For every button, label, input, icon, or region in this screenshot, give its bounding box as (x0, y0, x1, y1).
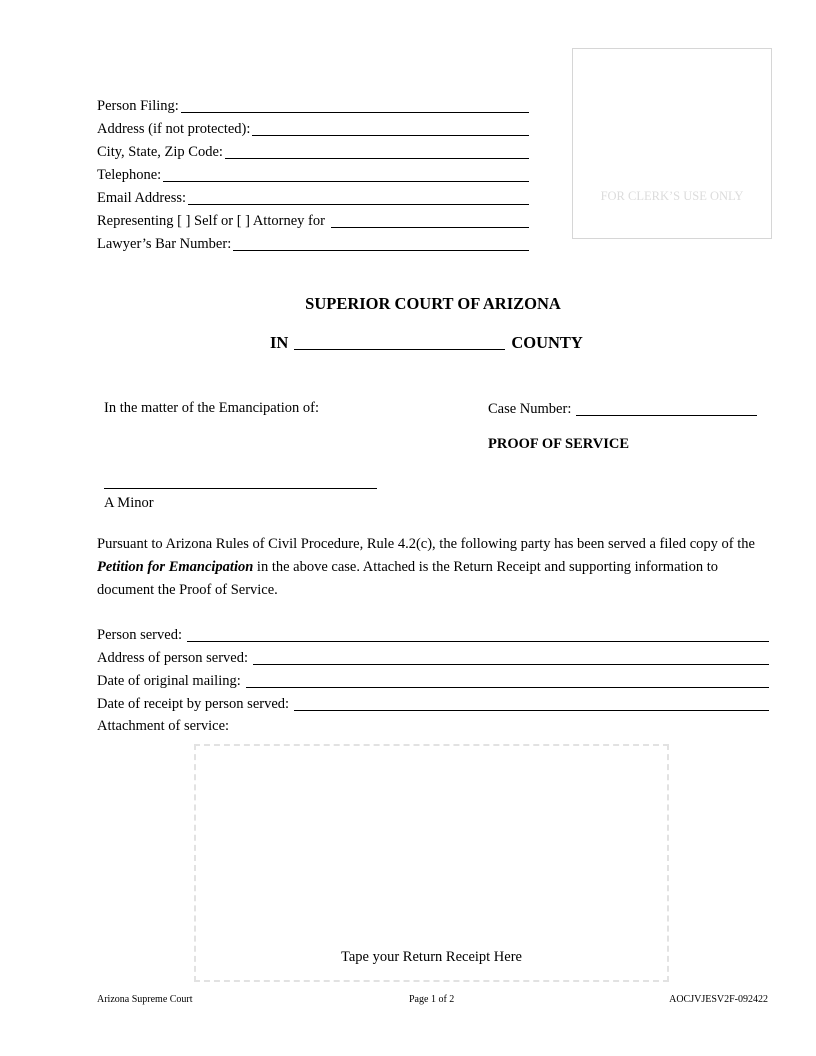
in-label: IN (270, 333, 289, 352)
person-served-line[interactable] (187, 626, 769, 642)
email-field[interactable] (97, 188, 529, 208)
address-line[interactable] (252, 120, 529, 136)
address-field[interactable] (97, 119, 529, 139)
person-served-label: Person served: (97, 627, 182, 643)
address-served-line[interactable] (253, 649, 769, 665)
email-line[interactable] (188, 189, 529, 205)
return-receipt-area (194, 744, 669, 982)
clerk-use-label: FOR CLERK’S USE ONLY (600, 189, 744, 203)
date-mailing-field[interactable] (97, 671, 769, 691)
city-state-zip-field[interactable] (97, 142, 529, 162)
tape-receipt-label: Tape your Return Receipt Here (341, 949, 522, 965)
county-label: COUNTY (511, 333, 583, 352)
footer-left: Arizona Supreme Court (97, 994, 193, 1005)
attachment-label: Attachment of service: (97, 718, 230, 734)
footer-page-number: Page 1 of 2 (409, 994, 455, 1005)
case-number-line[interactable] (576, 400, 757, 416)
city-state-zip-line[interactable] (225, 143, 529, 159)
minor-label: A Minor (104, 495, 154, 511)
address-served-field[interactable] (97, 648, 769, 668)
bar-number-line[interactable] (233, 235, 529, 251)
county-line (270, 333, 583, 353)
telephone-field[interactable] (97, 165, 529, 185)
representing-label: Representing [ ] Self or [ ] Attorney for (97, 213, 325, 229)
date-receipt-field[interactable] (97, 694, 769, 714)
bar-number-field[interactable] (97, 234, 529, 254)
person-filing-label: Person Filing: (97, 98, 179, 114)
footer-form-code: AOCJVJESV2F-092422 (669, 994, 768, 1005)
statement-text-end: in the above case. Attached is the Return Receipt and supporting information to document the Proof of Service. (97, 559, 718, 598)
representing-field[interactable] (97, 211, 529, 231)
telephone-label: Telephone: (97, 167, 162, 183)
county-blank[interactable] (294, 334, 505, 350)
case-number-field[interactable] (488, 399, 757, 419)
petition-title: Petition for Emancipation (97, 559, 254, 575)
person-served-field[interactable] (97, 625, 769, 645)
matter-label: In the matter of the Emancipation of: (104, 400, 320, 416)
date-receipt-line[interactable] (294, 695, 769, 711)
email-label: Email Address: (97, 190, 187, 206)
proof-of-service-title: PROOF OF SERVICE (488, 436, 630, 452)
telephone-line[interactable] (163, 166, 529, 182)
address-label: Address (if not protected): (97, 121, 251, 137)
address-served-label: Address of person served: (97, 650, 249, 666)
minor-name-line[interactable] (104, 488, 377, 489)
person-filing-line[interactable] (181, 97, 529, 113)
clerk-use-box (572, 48, 772, 239)
date-mailing-label: Date of original mailing: (97, 673, 241, 689)
statement-text-start: Pursuant to Arizona Rules of Civil Procedure, Rule 4.2(c), the following party has been served a filed copy of the (97, 536, 755, 552)
case-number-label: Case Number: (488, 401, 572, 417)
service-statement (97, 533, 769, 602)
court-title: SUPERIOR COURT OF ARIZONA (305, 294, 561, 313)
person-filing-field[interactable] (97, 96, 529, 116)
date-mailing-line[interactable] (246, 672, 769, 688)
date-receipt-label: Date of receipt by person served: (97, 696, 290, 712)
bar-number-label: Lawyer’s Bar Number: (97, 236, 232, 252)
city-state-zip-label: City, State, Zip Code: (97, 144, 223, 160)
representing-line[interactable] (331, 212, 529, 228)
